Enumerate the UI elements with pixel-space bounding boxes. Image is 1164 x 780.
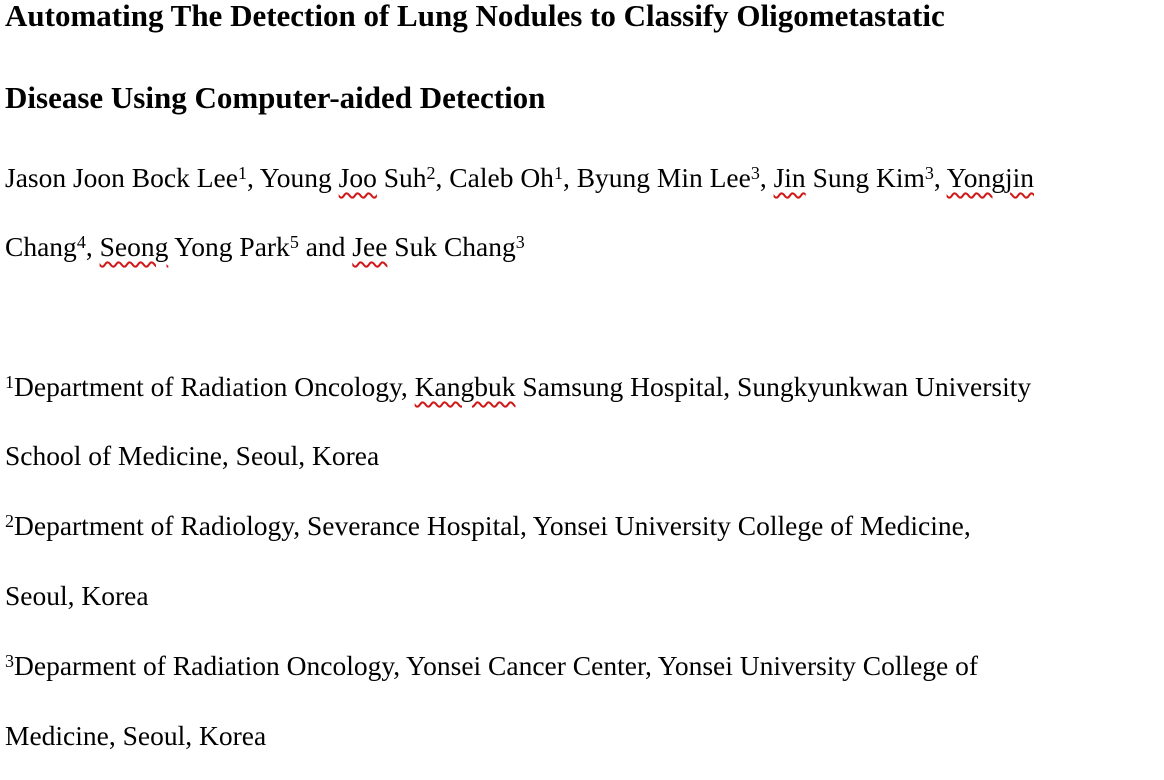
author-affiliation-marker: 5: [289, 232, 299, 252]
affiliation-marker: 3: [5, 651, 14, 671]
title-line-1: Automating The Detection of Lung Nodules to Classify Oligometastatic: [5, 0, 945, 33]
author-affiliation-marker: 4: [76, 232, 86, 252]
affiliation-text: Deparment of Radiation Oncology, Yonsei Cancer Center, Yonsei University College of: [14, 650, 979, 681]
affiliation-text: Department of Radiology, Severance Hospital, Yonsei University College of Medicine,: [14, 510, 971, 541]
author-affiliation-marker: 2: [426, 163, 436, 183]
affiliation-3-line-1: [5, 652, 978, 680]
author-name: Suk Chang: [394, 231, 516, 262]
author-name: Caleb Oh: [449, 162, 554, 193]
affiliation-text: Department of Radiation Oncology,: [14, 371, 408, 402]
author-affiliation-marker: 1: [237, 163, 247, 183]
author-name: Jason Joon Bock Lee: [5, 162, 238, 193]
spellcheck-flagged-word[interactable]: Yongjin: [946, 162, 1034, 193]
affiliation-2-line-1: [5, 512, 971, 540]
author-name: Yong Park: [174, 231, 290, 262]
author-name: Suh: [383, 162, 427, 193]
spellcheck-flagged-word[interactable]: Jee: [352, 231, 388, 262]
spellcheck-flagged-word[interactable]: Seong: [99, 231, 169, 262]
author-conjunction: and: [305, 231, 346, 262]
affiliation-1-line-2: School of Medicine, Seoul, Korea: [5, 440, 380, 471]
spellcheck-flagged-word[interactable]: Joo: [338, 162, 377, 193]
title-line-2: Disease Using Computer-aided Detection: [5, 80, 546, 115]
affiliation-2-line-2: Seoul, Korea: [5, 580, 149, 611]
spellcheck-flagged-word[interactable]: Kangbuk: [414, 371, 516, 402]
affiliation-marker: 1: [5, 372, 14, 392]
author-affiliation-marker: 3: [924, 163, 934, 183]
affiliation-marker: 2: [5, 511, 14, 531]
author-name: Sung Kim: [812, 162, 925, 193]
affiliation-3-line-2: Medicine, Seoul, Korea: [5, 720, 267, 751]
author-name: Byung Min Lee: [576, 162, 751, 193]
author-line-2: Chang$^4$, Seong Yong Park$^5$ and Jee Suk Chang$^3$: [5, 231, 525, 262]
affiliation-1-line-1: [5, 373, 1031, 401]
author-name: Young: [259, 162, 332, 193]
affiliation-text: Samsung Hospital, Sungkyunkwan University: [522, 371, 1032, 402]
spellcheck-flagged-word[interactable]: Jin: [773, 162, 806, 193]
author-affiliation-marker: 1: [553, 163, 563, 183]
author-name: Chang: [5, 231, 77, 262]
author-affiliation-marker: 3: [515, 232, 525, 252]
author-affiliation-marker: 3: [750, 163, 760, 183]
author-line-1: Jason Joon Bock Lee$^1$, Young Joo Suh$^2$, Caleb Oh$^1$, Byung Min Lee$^3$, Jin Sung Kim$^3$, Yongjin: [5, 162, 1034, 193]
